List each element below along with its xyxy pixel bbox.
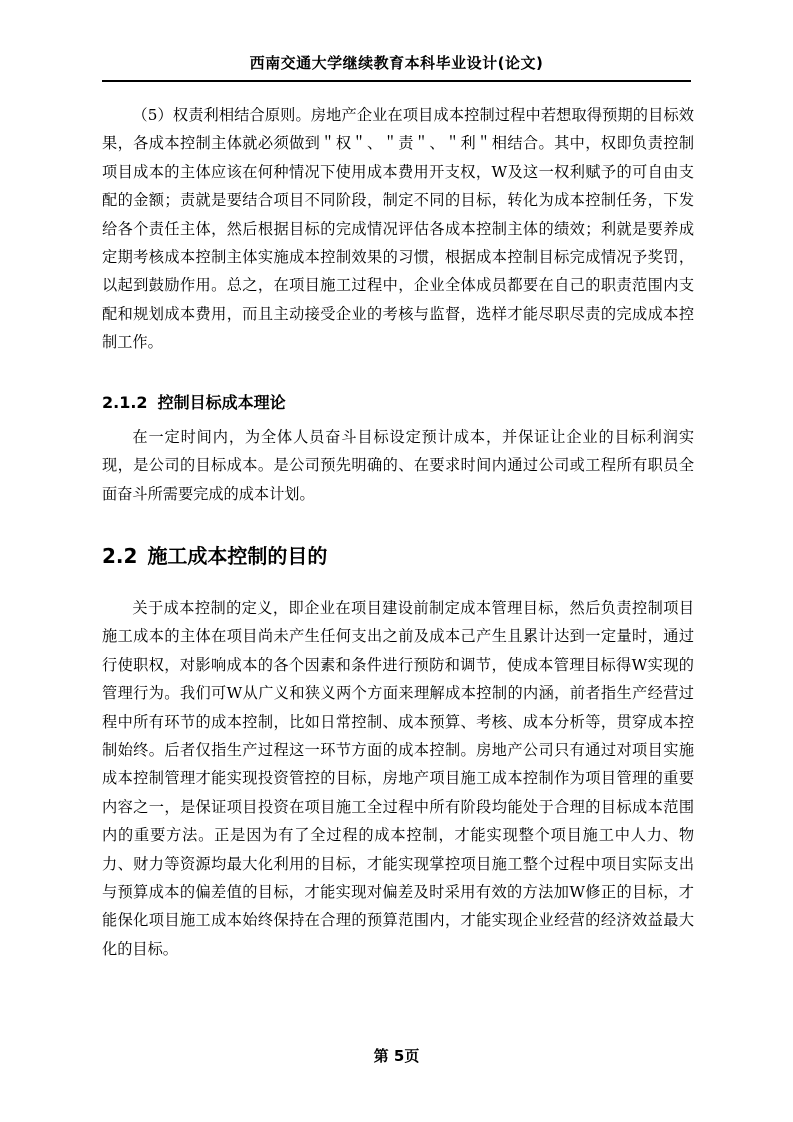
paragraph-rights-responsibilities: （5）权责利相结合原则。房地产企业在项目成本控制过程中若想取得预期的目标效果，各成本控制主体就必须做到＂权＂、＂责＂、＂利＂相结合。其中，权即负责控制项目成本的主体应该在何种情况下使用成本费用开支权，W及这一权利赋予的可自由支配的金额；责就是要结合项目不同阶段，制定不同的目标，转化为成本控制任务，下发给各个责任主体，然后根据目标的完成情况评估各成本控制主体的绩效；利就是要养成定期考核成本控制主体实施成本控制效果的习惯，根据成本控制目标完成情况予奖罚，以起到鼓励作用。总之，在项目施工过程中，企业全体成员都要在自己的职责范围内支配和规划成本费用，而且主动接受企业的考核与监督，选样才能尽职尽责的完成成本控制工作。 [102, 106, 694, 352]
header-divider [102, 80, 691, 82]
paragraph-target-cost: 在一定时间内，为全体人员奋斗目标设定预计成本，并保证让企业的目标利润实现，是公司的目标成本。是公司预先明确的、在要求时间内通过公司或工程所有职员全面奋斗所需要完成的成本计划。 [102, 428, 694, 503]
section-heading-2-1-2 [102, 390, 286, 413]
section-title: 施工成本控制的目的 [147, 544, 328, 568]
paragraph-cost-control-purpose: 关于成本控制的定义，即企业在项目建设前制定成本管理目标，然后负责控制项目施工成本的主体在项目尚未产生任何支出之前及成本己产生且累计达到一定量时，通过行使职权，对影响成本的各个因素和条件进行预防和调节，使成本管理目标得W实现的管理行为。我们可W从广义和狭义两个方面来理解成本控制的内涵，前者指生产经营过程中所有环节的成本控制，比如日常控制、成本预算、考核、成本分析等，贯穿成本控制始终。后者仅指生产过程这一环节方面的成本控制。房地产公司只有通过对项目实施成本控制管理才能实现投资管控的目标，房地产项目施工成本控制作为项目管理的重要内容之一，是保证项目投资在项目施工全过程中所有阶段均能处于合理的目标成本范围内的重要方法。正是因为有了全过程的成本控制，才能实现整个项目施工中人力、物力、财力等资源均最大化利用的目标，才能实现掌控项目施工整个过程中项目实际支出与预算成本的偏差值的目标，才能实现对偏差及时采用有效的方法加W修正的目标，才能保化项目施工成本始终保持在合理的预算范围内，才能实现企业经营的经济效益最大化的目标。 [102, 599, 694, 958]
section-title: 控制目标成本理论 [157, 393, 286, 412]
section-number: 2.2 [102, 544, 138, 568]
page-number: 第 5页 [373, 1047, 420, 1065]
section-number: 2.1.2 [102, 393, 148, 412]
section-heading-2-2 [102, 540, 327, 569]
page-header-title: 西南交通大学继续教育本科毕业设计(论文) [249, 54, 544, 72]
